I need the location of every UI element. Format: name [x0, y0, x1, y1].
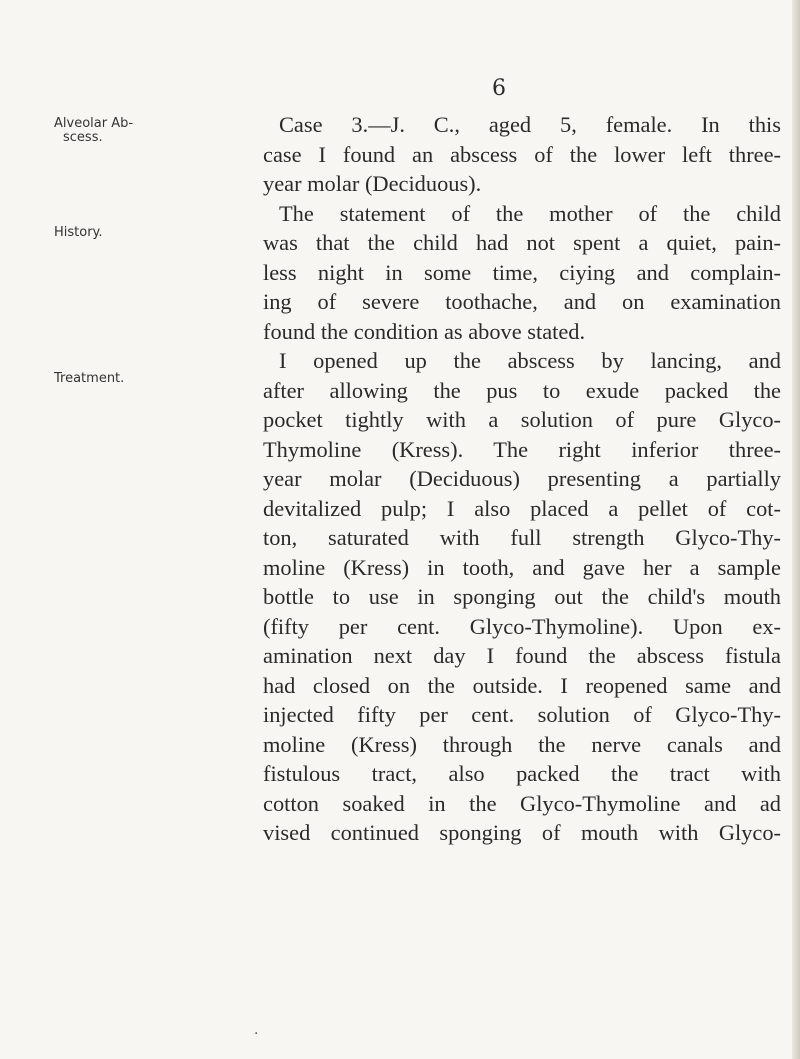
text-line: found the condition as above stated. — [263, 318, 586, 344]
text-line: Case 3.—J. C., aged 5, female. In this — [279, 112, 781, 137]
text-line: pocket tightly with a solution of pure Glyco- — [263, 407, 781, 432]
text-line: was that the child had not spent a quiet, pain- — [263, 230, 781, 255]
margin-note-treatment: Treatment. — [54, 371, 125, 386]
margin-note-history: History. — [54, 225, 103, 240]
text-line: ton, saturated with full strength Glyco-Thy- — [263, 525, 781, 550]
margin-tick-mark: · — [254, 1026, 259, 1042]
text-line: Thymoline (Kress). The right inferior three- — [263, 436, 781, 462]
margin-note-alveolar-abscess — [54, 117, 144, 145]
text-line: I opened up the abscess by lancing, and — [279, 348, 781, 373]
text-line: year molar (Deciduous) presenting a partially — [263, 466, 781, 491]
margin-note-abscess-line-2: scess. — [63, 130, 103, 145]
text-line: year molar (Deciduous). — [263, 171, 482, 196]
text-line: after allowing the pus to exude packed the — [263, 377, 781, 403]
body-text — [263, 110, 781, 848]
margin-note-abscess-line-1: Alveolar Ab- — [54, 116, 134, 131]
text-line: ing of severe toothache, and on examination — [263, 289, 781, 314]
page-edge-shadow — [792, 0, 800, 1059]
text-line: The statement of the mother of the child — [279, 200, 781, 226]
text-line: fistulous tract, also packed the tract with — [263, 761, 781, 786]
text-line: vised continued sponging of mouth with Glyco- — [263, 820, 781, 845]
text-line: injected fifty per cent. solution of Glyco-Thy- — [263, 702, 781, 727]
text-line: had closed on the outside. I reopened same and — [263, 672, 781, 698]
text-line: (fifty per cent. Glyco-Thymoline). Upon ex- — [263, 613, 781, 639]
text-line: moline (Kress) in tooth, and gave her a sample — [263, 554, 781, 580]
text-line: less night in some time, ciying and complain- — [263, 259, 781, 285]
text-line: amination next day I found the abscess fistula — [263, 643, 781, 668]
text-line: devitalized pulp; I also placed a pellet of cot- — [263, 495, 781, 521]
text-line: cotton soaked in the Glyco-Thymoline and ad — [263, 790, 781, 816]
text-line: case I found an abscess of the lower left three- — [263, 141, 781, 167]
text-line: bottle to use in sponging out the child's mouth — [263, 584, 781, 609]
page-number: 6 — [492, 76, 506, 101]
text-line: moline (Kress) through the nerve canals and — [263, 731, 781, 757]
